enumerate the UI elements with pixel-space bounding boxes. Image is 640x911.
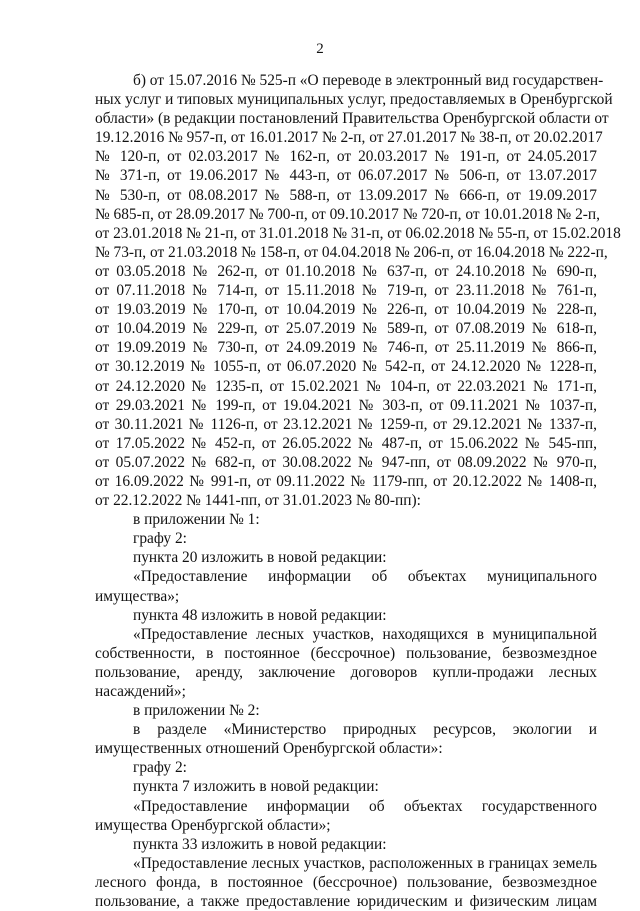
text-line: от 30.12.2019 № 1055-п, от 06.07.2020 № 542-п, от 24.12.2020 № 1228-п, (95, 358, 597, 376)
text-line: насаждений»; (95, 683, 186, 700)
text-line: 19.12.2016 № 957-п, от 16.01.2017 № 2-п, от 27.01.2017 № 38-п, от 20.02.2017 (95, 129, 603, 147)
text-line: от 10.04.2019 № 229-п, от 25.07.2019 № 589-п, от 07.08.2019 № 618-п, (95, 320, 597, 338)
text-line: № 530-п, от 08.08.2017 № 588-п, от 13.09.2017 № 666-п, от 19.09.2017 (95, 186, 597, 204)
text-line: от 23.01.2018 № 21-п, от 31.01.2018 № 31-п, от 06.02.2018 № 55-п, от 15.02.2018 (95, 224, 621, 242)
text-line: от 24.12.2020 № 1235-п, от 15.02.2021 № 104-п, от 22.03.2021 № 171-п, (95, 377, 597, 395)
text-line: имущества Оренбургской области»; (95, 816, 331, 834)
text-line: пункта 20 изложить в новой редакции: (133, 549, 387, 567)
text-line: пункта 33 изложить в новой редакции: (133, 835, 387, 853)
text-line: от 16.09.2022 № 991-п, от 09.11.2022 № 1179-пп, от 20.12.2022 № 1408-п, (95, 472, 597, 490)
text-line: от 07.11.2018 № 714-п, от 15.11.2018 № 719-п, от 23.11.2018 № 761-п, (95, 282, 597, 300)
text-line: б) от 15.07.2016 № 525-п «О переводе в электронный вид государствен- (133, 72, 604, 89)
text-line: от 22.12.2022 № 1441-пп, от 31.01.2023 № 80-пп): (95, 492, 421, 510)
text-line: от 19.03.2019 № 170-п, от 10.04.2019 № 226-п, от 10.04.2019 № 228-п, (95, 301, 597, 319)
text-line: «Предоставление информации об объектах государственного (133, 797, 597, 815)
text-line: «Предоставление лесных участков, находящихся в муниципальной (133, 625, 597, 643)
text-line: № 371-п, от 19.06.2017 № 443-п, от 06.07.2017 № 506-п, от 13.07.2017 (95, 167, 597, 185)
text-line: пользование, а также предоставление юридическим и физическим лицам (95, 893, 597, 911)
text-line: графу 2: (133, 530, 187, 548)
text-line: имущества»; (95, 587, 180, 605)
text-line: № 120-п, от 02.03.2017 № 162-п, от 20.03.2017 № 191-п, от 24.05.2017 (95, 148, 597, 166)
text-line: от 05.07.2022 № 682-п, от 30.08.2022 № 947-пп, от 08.09.2022 № 970-п, (95, 453, 597, 471)
text-line: области» (в редакции постановлений Правительства Оренбургской области от (95, 110, 609, 128)
text-line: в приложении № 1: (133, 511, 260, 529)
text-line: имущественных отношений Оренбургской области»: (95, 740, 443, 758)
text-line: от 03.05.2018 № 262-п, от 01.10.2018 № 637-п, от 24.10.2018 № 690-п, (95, 262, 597, 280)
text-line: «Предоставление лесных участков, расположенных в границах земель (133, 854, 597, 872)
text-line: «Предоставление информации об объектах муниципального (133, 568, 597, 586)
document-body (95, 71, 621, 911)
page-number: 2 (316, 41, 324, 57)
text-line: пункта 7 изложить в новой редакции: (133, 778, 379, 796)
text-line: № 73-п, от 21.03.2018 № 158-п, от 04.04.2018 № 206-п, от 16.04.2018 № 222-п, (95, 243, 608, 261)
text-line: пункта 48 изложить в новой редакции: (133, 606, 387, 624)
text-line: в разделе «Министерство природных ресурсов, экологии и (133, 721, 597, 739)
text-line: графу 2: (133, 759, 187, 777)
text-line: лесного фонда, в постоянное (бессрочное) пользование, безвозмездное (95, 873, 597, 891)
text-line: собственности, в постоянное (бессрочное) пользование, безвозмездное (95, 644, 597, 662)
text-line: от 17.05.2022 № 452-п, от 26.05.2022 № 487-п, от 15.06.2022 № 545-пп, (95, 434, 597, 452)
text-line: в приложении № 2: (133, 702, 260, 720)
text-line: от 29.03.2021 № 199-п, от 19.04.2021 № 303-п, от 09.11.2021 № 1037-п, (95, 396, 597, 414)
text-line: пользование, аренду, заключение договоров купли-продажи лесных (95, 663, 597, 681)
text-line: от 30.11.2021 № 1126-п, от 23.12.2021 № 1259-п, от 29.12.2021 № 1337-п, (95, 415, 597, 433)
text-line: № 685-п, от 28.09.2017 № 700-п, от 09.10.2017 № 720-п, от 10.01.2018 № 2-п, (95, 205, 600, 223)
text-line: ных услуг и типовых муниципальных услуг, предоставляемых в Оренбургской (95, 91, 613, 109)
text-line: от 19.09.2019 № 730-п, от 24.09.2019 № 746-п, от 25.11.2019 № 866-п, (95, 339, 597, 357)
